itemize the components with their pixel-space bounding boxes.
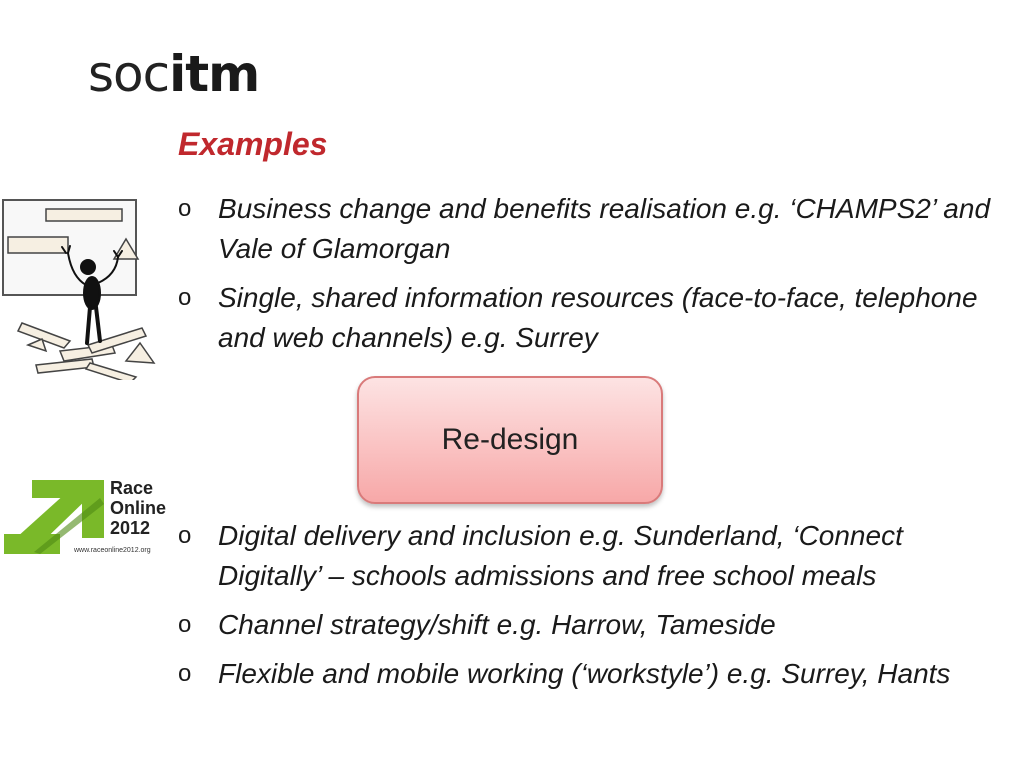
bullet-marker: o bbox=[178, 611, 192, 638]
bullet-marker: o bbox=[178, 284, 192, 311]
bullet-marker: o bbox=[178, 522, 192, 549]
list-item bbox=[178, 189, 1008, 269]
examples-list-bottom bbox=[178, 516, 1008, 703]
list-item-text: Channel strategy/shift e.g. Harrow, Tameside bbox=[218, 609, 776, 640]
race-line1: Race bbox=[110, 478, 154, 498]
list-item-text: Digital delivery and inclusion e.g. Sunderland, ‘Connect Digitally’ – schools admissions and free school meals bbox=[218, 520, 903, 591]
logo-soc-text: soc bbox=[88, 45, 170, 103]
list-item bbox=[178, 605, 1008, 645]
race-line3: 2012 bbox=[110, 518, 151, 538]
list-item bbox=[178, 516, 1008, 596]
list-item-text: Flexible and mobile working (‘workstyle’) e.g. Surrey, Hants bbox=[218, 658, 951, 689]
bullet-marker: o bbox=[178, 195, 192, 222]
page-heading: Examples bbox=[178, 126, 328, 162]
list-item-text: Single, shared information resources (face-to-face, telephone and web channels) e.g. Surrey bbox=[218, 282, 978, 353]
race-url: www.raceonline2012.org bbox=[74, 547, 151, 554]
race-online-2012-logo bbox=[4, 476, 176, 558]
logo-itm-text: itm bbox=[169, 45, 260, 103]
bullet-marker: o bbox=[178, 660, 192, 687]
socitm-logo bbox=[88, 44, 259, 104]
race-line2: Online bbox=[110, 498, 167, 518]
list-item bbox=[178, 654, 1008, 694]
list-item bbox=[178, 278, 1008, 358]
examples-list-top bbox=[178, 189, 1008, 367]
redesign-box: Re-design bbox=[357, 376, 663, 504]
whiteboard-figure-illustration bbox=[0, 195, 165, 380]
list-item-text: Business change and benefits realisation e.g. ‘CHAMPS2’ and Vale of Glamorgan bbox=[218, 193, 991, 264]
